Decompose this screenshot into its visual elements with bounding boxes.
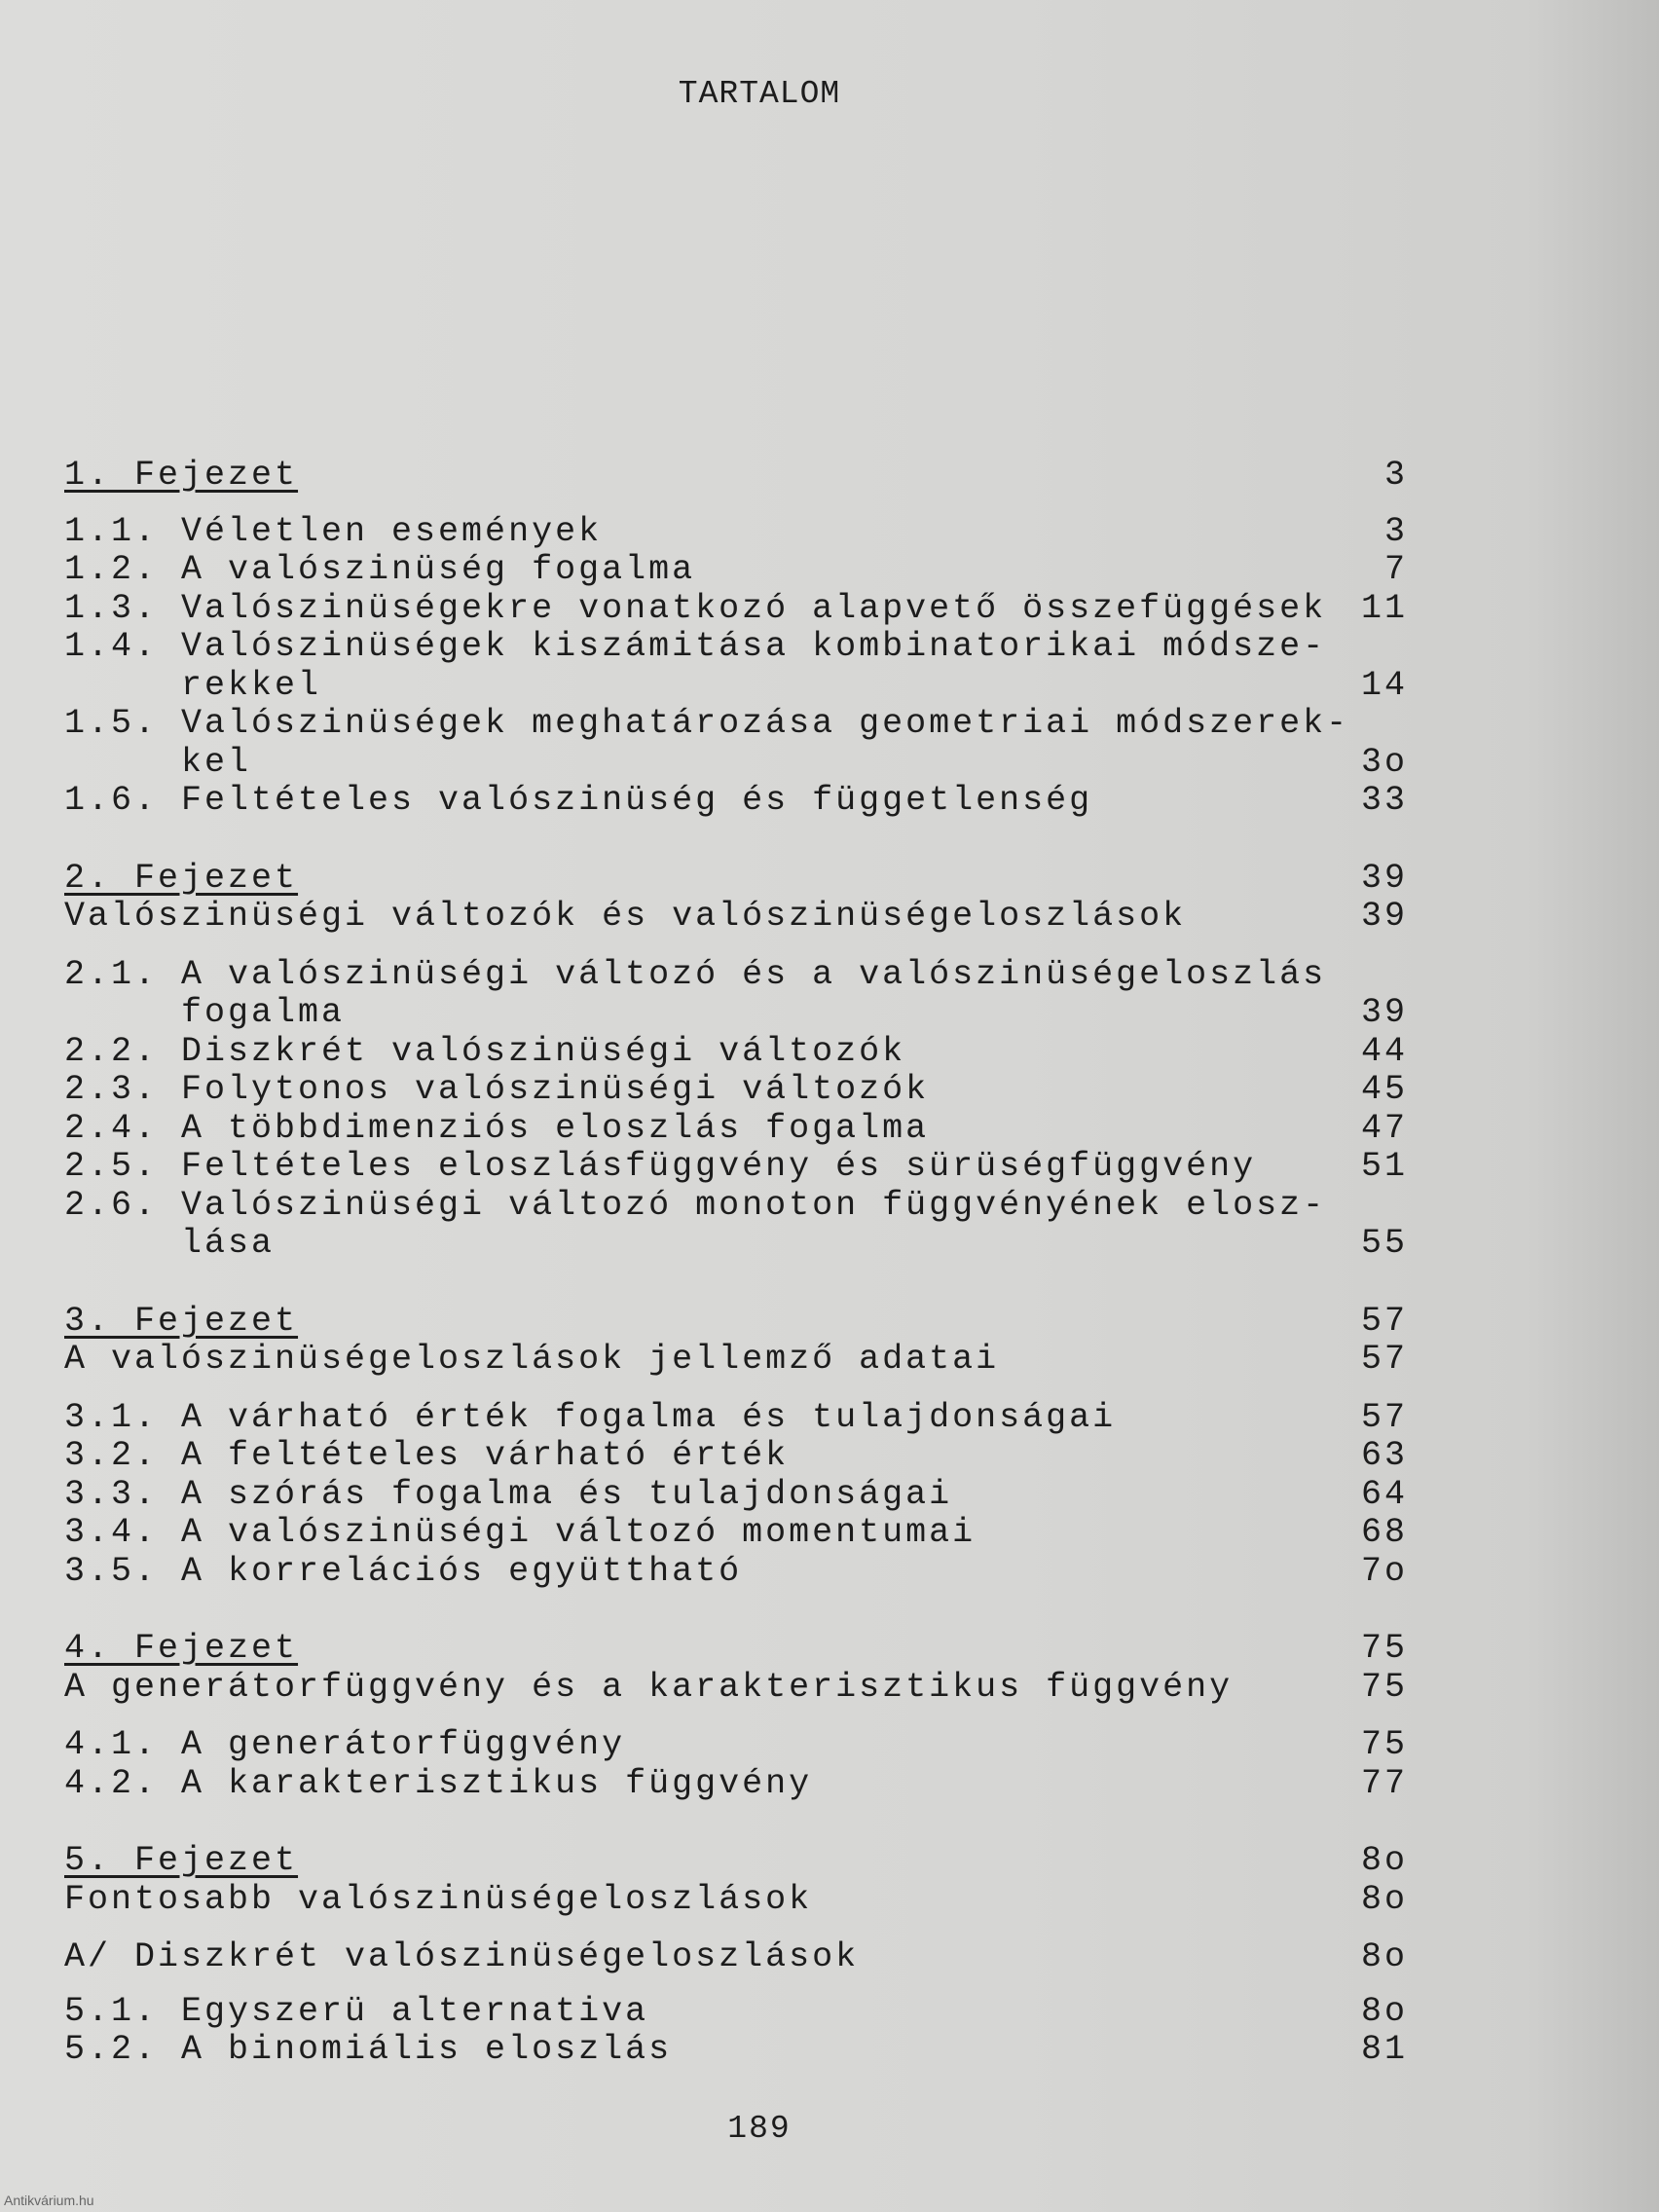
chapter-heading <box>64 859 1408 898</box>
toc-entry <box>64 993 1408 1032</box>
entry-text: Fontosabb valószinüségeloszlások <box>64 1879 813 1919</box>
entry-text: 3.3. A szórás fogalma és tulajdonságai <box>64 1474 953 1514</box>
chapter-label: 3. Fejezet <box>64 1301 299 1341</box>
section-heading <box>64 1937 1408 1976</box>
entry-text: 3.5. A korrelációs együttható <box>64 1551 743 1591</box>
page-ref: 8o <box>1360 1879 1408 1919</box>
toc-entry <box>64 589 1408 628</box>
page-ref: 14 <box>1360 665 1408 705</box>
chapter-heading <box>64 456 1408 495</box>
page-ref: 7o <box>1360 1551 1408 1591</box>
entry-text: Valószinüségi változók és valószinüségeloszlások <box>64 897 1187 936</box>
entry-text: kel <box>64 742 252 782</box>
page-ref: 7 <box>1383 550 1408 589</box>
toc-entry <box>64 1186 1408 1225</box>
page-ref: 44 <box>1360 1031 1408 1071</box>
toc-entry <box>64 1552 1408 1591</box>
entry-text: 2.1. A valószinüségi változó és a valószinüségeloszlás <box>64 954 1327 994</box>
toc-entry <box>64 550 1408 589</box>
entry-text: 5.1. Egyszerü alternativa <box>64 1991 649 2031</box>
toc-entry <box>64 955 1408 994</box>
entry-text: 1.4. Valószinüségek kiszámitása kombinatorikai módsze- <box>64 627 1327 666</box>
entry-text: A/ Diszkrét valószinüségeloszlások <box>64 1937 860 1976</box>
chapter-subtitle <box>64 897 1408 936</box>
entry-text: 4.2. A karakterisztikus függvény <box>64 1763 813 1803</box>
toc-entry <box>64 1436 1408 1475</box>
chapter-label: 5. Fejezet <box>64 1841 299 1880</box>
toc-entry <box>64 2030 1408 2069</box>
chapter-heading <box>64 1841 1408 1880</box>
page-ref: 39 <box>1360 897 1408 936</box>
toc-entry <box>64 1725 1408 1764</box>
toc-entry <box>64 1224 1408 1263</box>
entry-text: 3.4. A valószinüségi változó momentumai <box>64 1513 977 1552</box>
page-ref: 8o <box>1360 1937 1408 1976</box>
toc-entry <box>64 512 1408 551</box>
entry-text: 3.1. A várható érték fogalma és tulajdonságai <box>64 1397 1117 1437</box>
page-ref: 45 <box>1360 1070 1408 1109</box>
page-ref: 77 <box>1360 1763 1408 1803</box>
toc-entry <box>64 743 1408 782</box>
chapter-subtitle <box>64 1880 1408 1919</box>
page-title: TARTALOM <box>678 76 841 112</box>
chapter-heading <box>64 1629 1408 1668</box>
chapter-label: 2. Fejezet <box>64 858 299 898</box>
entry-text: fogalma <box>64 993 346 1032</box>
page-ref: 55 <box>1360 1224 1408 1263</box>
page-ref: 75 <box>1360 1667 1408 1707</box>
page-ref: 68 <box>1360 1513 1408 1552</box>
entry-text: 5.2. A binomiális eloszlás <box>64 2030 673 2069</box>
toc-entry <box>64 666 1408 705</box>
entry-text: A valószinüségeloszlások jellemző adatai <box>64 1340 1000 1379</box>
page-ref: 57 <box>1360 1397 1408 1437</box>
page-ref: 47 <box>1360 1108 1408 1148</box>
page-ref: 63 <box>1360 1436 1408 1475</box>
chapter-subtitle <box>64 1340 1408 1379</box>
page-ref: 75 <box>1360 1725 1408 1764</box>
toc-entry <box>64 1070 1408 1109</box>
page-ref: 3 <box>1383 511 1408 551</box>
page-ref: 57 <box>1360 1340 1408 1379</box>
entry-text: 4.1. A generátorfüggvény <box>64 1725 626 1764</box>
entry-text: 2.5. Feltételes eloszlásfüggvény és sürüségfüggvény <box>64 1147 1257 1186</box>
watermark: Antikvárium.hu <box>4 2193 94 2208</box>
page-ref: 8o <box>1360 1841 1408 1880</box>
toc-entry <box>64 781 1408 820</box>
entry-text: 1.6. Feltételes valószinüség és függetlenség <box>64 781 1093 820</box>
entry-text: 1.2. A valószinüség fogalma <box>64 550 696 589</box>
toc-entry <box>64 1109 1408 1148</box>
entry-text: A generátorfüggvény és a karakterisztikus függvény <box>64 1667 1234 1707</box>
page-ref: 64 <box>1360 1474 1408 1514</box>
toc-entry <box>64 1032 1408 1071</box>
entry-text: 2.2. Diszkrét valószinüségi változók <box>64 1031 906 1071</box>
entry-text: 3.2. A feltételes várható érték <box>64 1436 790 1475</box>
toc-entry <box>64 704 1408 743</box>
page-ref: 75 <box>1360 1629 1408 1668</box>
entry-text: 1.1. Véletlen események <box>64 511 603 551</box>
page-ref: 3 <box>1383 456 1408 495</box>
toc-entry <box>64 1475 1408 1514</box>
page-ref: 8o <box>1360 1991 1408 2031</box>
toc-entry <box>64 1147 1408 1186</box>
page-ref: 57 <box>1360 1301 1408 1341</box>
page-ref: 39 <box>1360 993 1408 1032</box>
page-ref: 3o <box>1360 742 1408 782</box>
entry-text: 1.5. Valószinüségek meghatározása geometriai módszerek- <box>64 704 1350 743</box>
chapter-subtitle <box>64 1668 1408 1707</box>
page-ref: 81 <box>1360 2030 1408 2069</box>
entry-text: lása <box>64 1224 276 1263</box>
entry-text: 2.3. Folytonos valószinüségi változók <box>64 1070 930 1109</box>
toc-entry <box>64 1513 1408 1552</box>
page-ref: 33 <box>1360 781 1408 820</box>
toc-entry <box>64 627 1408 666</box>
page-ref: 11 <box>1360 588 1408 628</box>
page-ref: 51 <box>1360 1147 1408 1186</box>
chapter-label: 4. Fejezet <box>64 1629 299 1668</box>
toc-entry <box>64 1992 1408 2031</box>
entry-text: 1.3. Valószinüségekre vonatkozó alapvető összefüggések <box>64 588 1327 628</box>
toc-entry <box>64 1764 1408 1803</box>
entry-text: 2.4. A többdimenziós eloszlás fogalma <box>64 1108 930 1148</box>
toc-entry <box>64 1398 1408 1437</box>
chapter-label: 1. Fejezet <box>64 456 299 495</box>
entry-text: rekkel <box>64 665 322 705</box>
chapter-heading <box>64 1302 1408 1341</box>
entry-text: 2.6. Valószinüségi változó monoton függvényének elosz- <box>64 1185 1327 1225</box>
page-number: 189 <box>727 2111 792 2147</box>
page-ref: 39 <box>1360 858 1408 898</box>
